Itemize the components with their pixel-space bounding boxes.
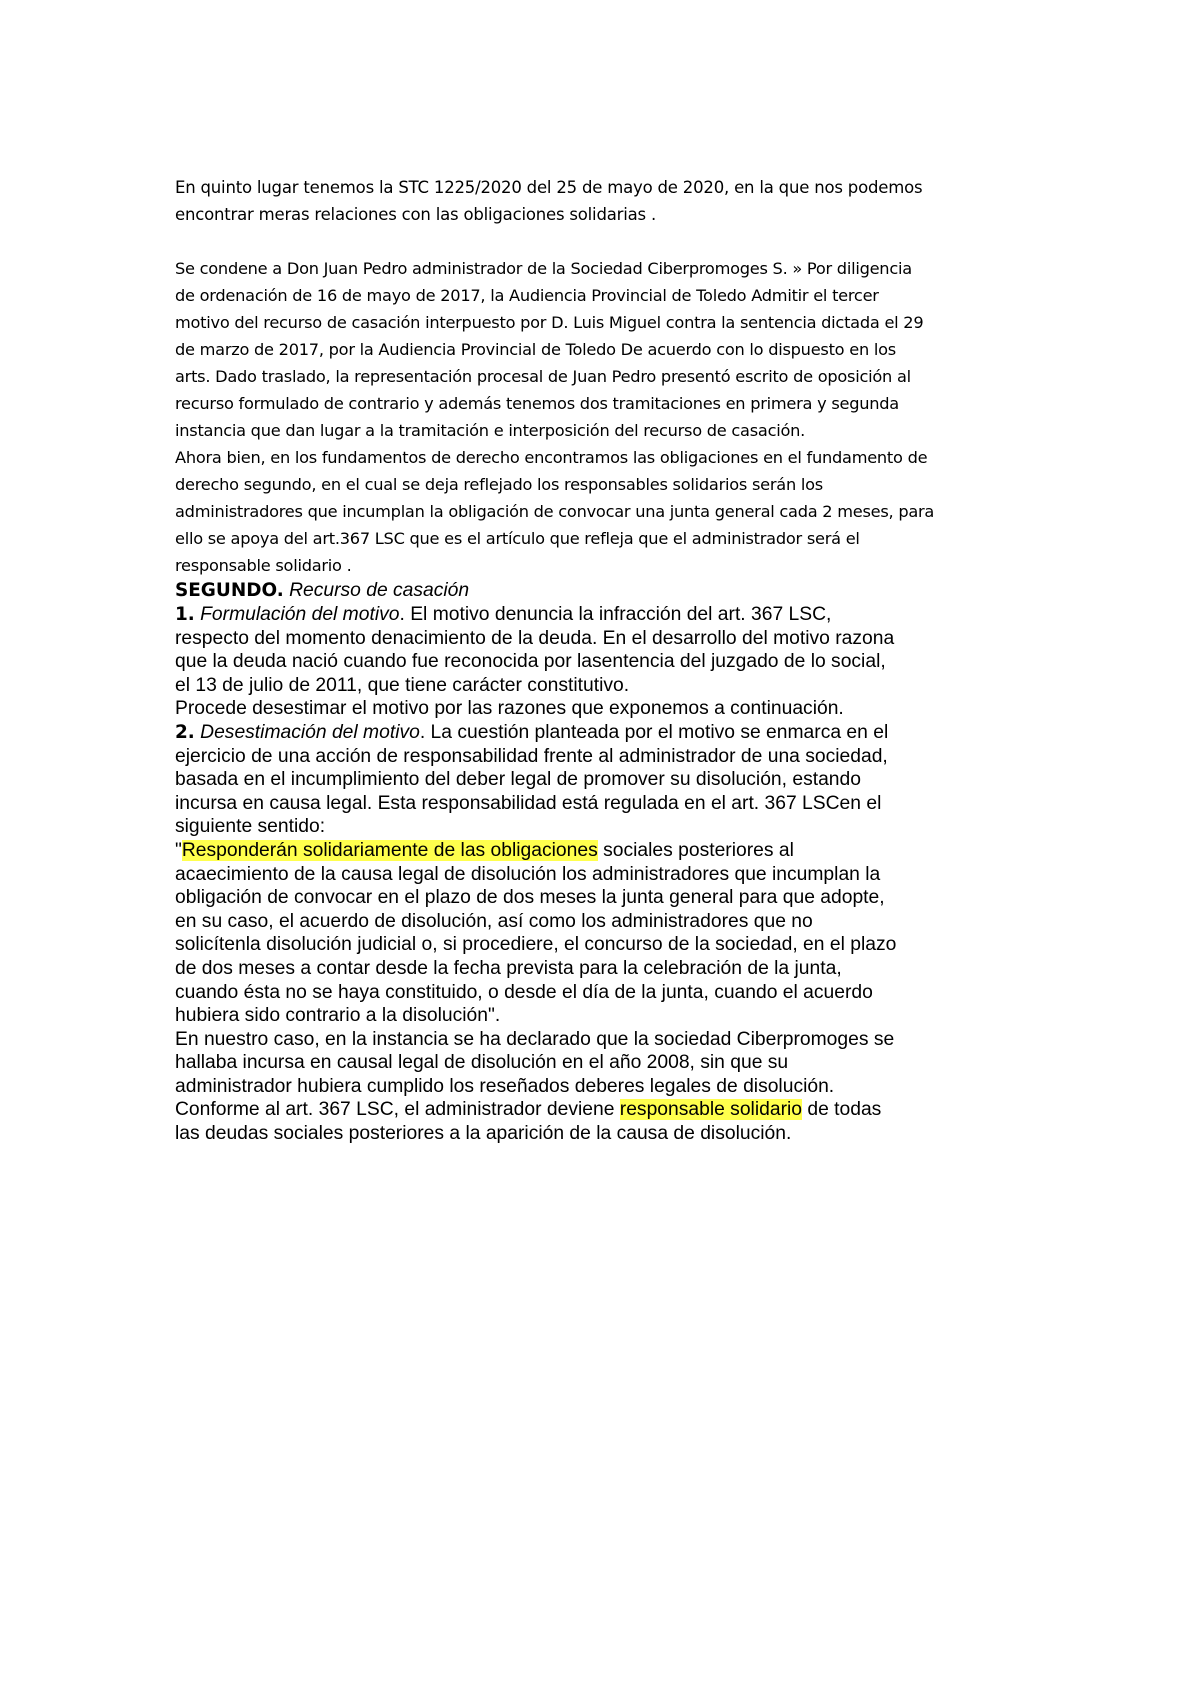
motivo-1-number: 1.: [175, 604, 195, 625]
motivo-2-line: incursa en causa legal. Esta responsabilidad está regulada en el art. 367 LSCen el: [175, 792, 882, 814]
segundo-section: [175, 579, 1055, 1145]
quote-line: solicítenla disolución judicial o, si procediere, el concurso de la sociedad, en el plazo: [175, 934, 897, 956]
intro-paragraph: [175, 174, 1055, 228]
quote-text: sociales posteriores al: [597, 839, 794, 861]
case-line: hallaba incursa en causal legal de disolución en el año 2008, sin que su: [175, 1052, 789, 1074]
document-page: [175, 174, 1055, 1146]
summary-line: arts. Dado traslado, la representación procesal de Juan Pedro presentó escrito de oposición al: [175, 367, 911, 387]
segundo-heading-bold: SEGUNDO.: [175, 580, 284, 602]
summary-line: administradores que incumplan la obligación de convocar una junta general cada 2 meses, para: [175, 502, 935, 522]
quote-line: obligación de convocar en el plazo de dos meses la junta general para que adopte,: [175, 887, 885, 909]
intro-line: En quinto lugar tenemos la STC 1225/2020 del 25 de mayo de 2020, en la que nos podemos: [175, 178, 923, 197]
paragraph-gap: [175, 228, 1055, 255]
quote-line: de dos meses a contar desde la fecha prevista para la celebración de la junta,: [175, 957, 842, 979]
quote-open-mark: ": [175, 839, 182, 861]
motivo-2-line: basada en el incumplimiento del deber legal de promover su disolución, estando: [175, 769, 861, 791]
summary-line: Se condene a Don Juan Pedro administrador de la Sociedad Ciberpromoges S. » Por diligencia: [175, 259, 912, 279]
motivo-1-line: el 13 de julio de 2011, que tiene carácter constitutivo.: [175, 674, 630, 696]
motivo-2-first-line: [175, 721, 1055, 745]
segundo-heading-italic: Recurso de casación: [283, 580, 470, 602]
summary-line: de ordenación de 16 de mayo de 2017, la Audiencia Provincial de Toledo Admitir el tercer: [175, 286, 879, 306]
summary-line: recurso formulado de contrario y además tenemos dos tramitaciones en primera y segunda: [175, 394, 899, 414]
motivo-1-line: Procede desestimar el motivo por las razones que exponemos a continuación.: [175, 698, 844, 720]
conclusion-final-line: las deudas sociales posteriores a la aparición de la causa de disolución.: [175, 1123, 792, 1145]
motivo-2-number: 2.: [175, 721, 195, 743]
intro-line: encontrar meras relaciones con las obligaciones solidarias .: [175, 205, 656, 225]
quote-line: en su caso, el acuerdo de disolución, así como los administradores que no: [175, 910, 813, 932]
motivo-2-line: siguiente sentido:: [175, 816, 326, 838]
motivo-2-line: ejercicio de una acción de responsabilidad frente al administrador de una sociedad,: [175, 745, 888, 767]
motivo-1-first-line: [175, 603, 1055, 627]
summary-line: responsable solidario .: [175, 556, 352, 576]
motivo-1-line: respecto del momento denacimiento de la deuda. En el desarrollo del motivo razona: [175, 627, 895, 649]
motivo-1-title: Formulación del motivo: [194, 604, 400, 625]
quote-line: cuando ésta no se haya constituido, o desde el día de la junta, cuando el acuerdo: [175, 981, 873, 1003]
motivo-2-title: Desestimación del motivo: [194, 721, 420, 743]
summary-line: instancia que dan lugar a la tramitación e interposición del recurso de casación.: [175, 421, 806, 441]
motivo-2-text: . La cuestión planteada por el motivo se enmarca en el: [419, 721, 889, 743]
conclusion-text: Conforme al art. 367 LSC, el administrador deviene: [175, 1099, 620, 1121]
case-line: En nuestro caso, en la instancia se ha declarado que la sociedad Ciberpromoges se: [175, 1028, 895, 1050]
motivo-1-line: que la deuda nació cuando fue reconocida por lasentencia del juzgado de lo social,: [175, 651, 886, 673]
summary-line: de marzo de 2017, por la Audiencia Provincial de Toledo De acuerdo con lo dispuesto en los: [175, 340, 896, 360]
summary-paragraph: [175, 255, 1055, 579]
summary-line: ello se apoya del art.367 LSC que es el artículo que refleja que el administrador será el: [175, 529, 860, 549]
quote-highlight: Responderán solidariamente de las obligaciones: [181, 839, 598, 861]
quote-first-line: [175, 839, 1055, 863]
summary-line: Ahora bien, en los fundamentos de derecho encontramos las obligaciones en el fundamento de: [175, 448, 928, 468]
quote-line: acaecimiento de la causa legal de disolución los administradores que incumplan la: [175, 863, 881, 885]
segundo-heading: [175, 579, 1055, 603]
motivo-1-text: . El motivo denuncia la infracción del art. 367 LSC,: [399, 604, 832, 625]
conclusion-line: [175, 1098, 1055, 1122]
conclusion-highlight: responsable solidario: [619, 1099, 802, 1121]
summary-line: motivo del recurso de casación interpuesto por D. Luis Miguel contra la sentencia dictada el 29: [175, 313, 924, 333]
summary-line: derecho segundo, en el cual se deja reflejado los responsables solidarios serán los: [175, 475, 823, 495]
quote-line: hubiera sido contrario a la disolución".: [175, 1005, 501, 1027]
case-line: administrador hubiera cumplido los reseñados deberes legales de disolución.: [175, 1075, 835, 1097]
conclusion-text-end: de todas: [802, 1099, 882, 1121]
